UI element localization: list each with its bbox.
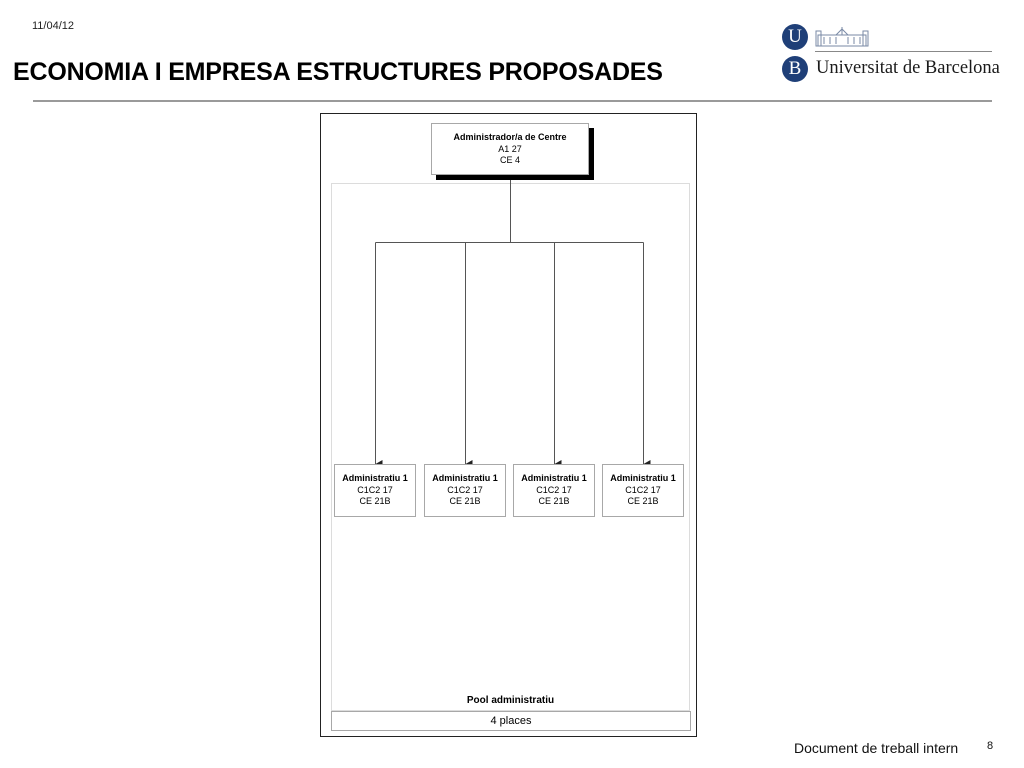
- pool-label: Pool administratiu: [466, 695, 555, 706]
- node-role: Administrador/a de Centre: [453, 132, 567, 142]
- node-role: Administratiu 1: [432, 473, 498, 483]
- node-ce: CE 21B: [538, 496, 570, 506]
- logo-u-emblem: U: [782, 24, 808, 50]
- node-grade: C1C2 17: [536, 484, 572, 495]
- node-administratiu-1: [334, 464, 416, 517]
- logo-b-emblem: B: [782, 56, 808, 82]
- node-grade: C1C2 17: [447, 484, 483, 495]
- node-ce: CE 4: [499, 155, 520, 165]
- footer-text: Document de treball intern: [794, 740, 959, 756]
- node-grade: C1C2 17: [625, 484, 661, 495]
- node-grade: A1 27: [498, 143, 522, 154]
- node-ce: CE 21B: [449, 496, 481, 506]
- node-administratiu-2: [424, 464, 506, 517]
- node-administrador-centre: [431, 123, 589, 175]
- node-administratiu-3: [513, 464, 595, 517]
- university-name: Universitat de Barcelona: [816, 58, 1000, 78]
- node-role: Administratiu 1: [342, 473, 408, 483]
- page-number: 8: [987, 740, 994, 752]
- node-role: Administratiu 1: [521, 473, 587, 483]
- slide-date: 11/04/12: [32, 20, 75, 32]
- node-administratiu-4: [602, 464, 684, 517]
- node-grade: C1C2 17: [357, 484, 393, 495]
- node-ce: CE 21B: [627, 496, 659, 506]
- node-role: Administratiu 1: [610, 473, 676, 483]
- slide-title: ECONOMIA I EMPRESA ESTRUCTURES PROPOSADES: [13, 58, 663, 86]
- node-ce: CE 21B: [359, 496, 391, 506]
- places-box: 4 places: [331, 711, 691, 731]
